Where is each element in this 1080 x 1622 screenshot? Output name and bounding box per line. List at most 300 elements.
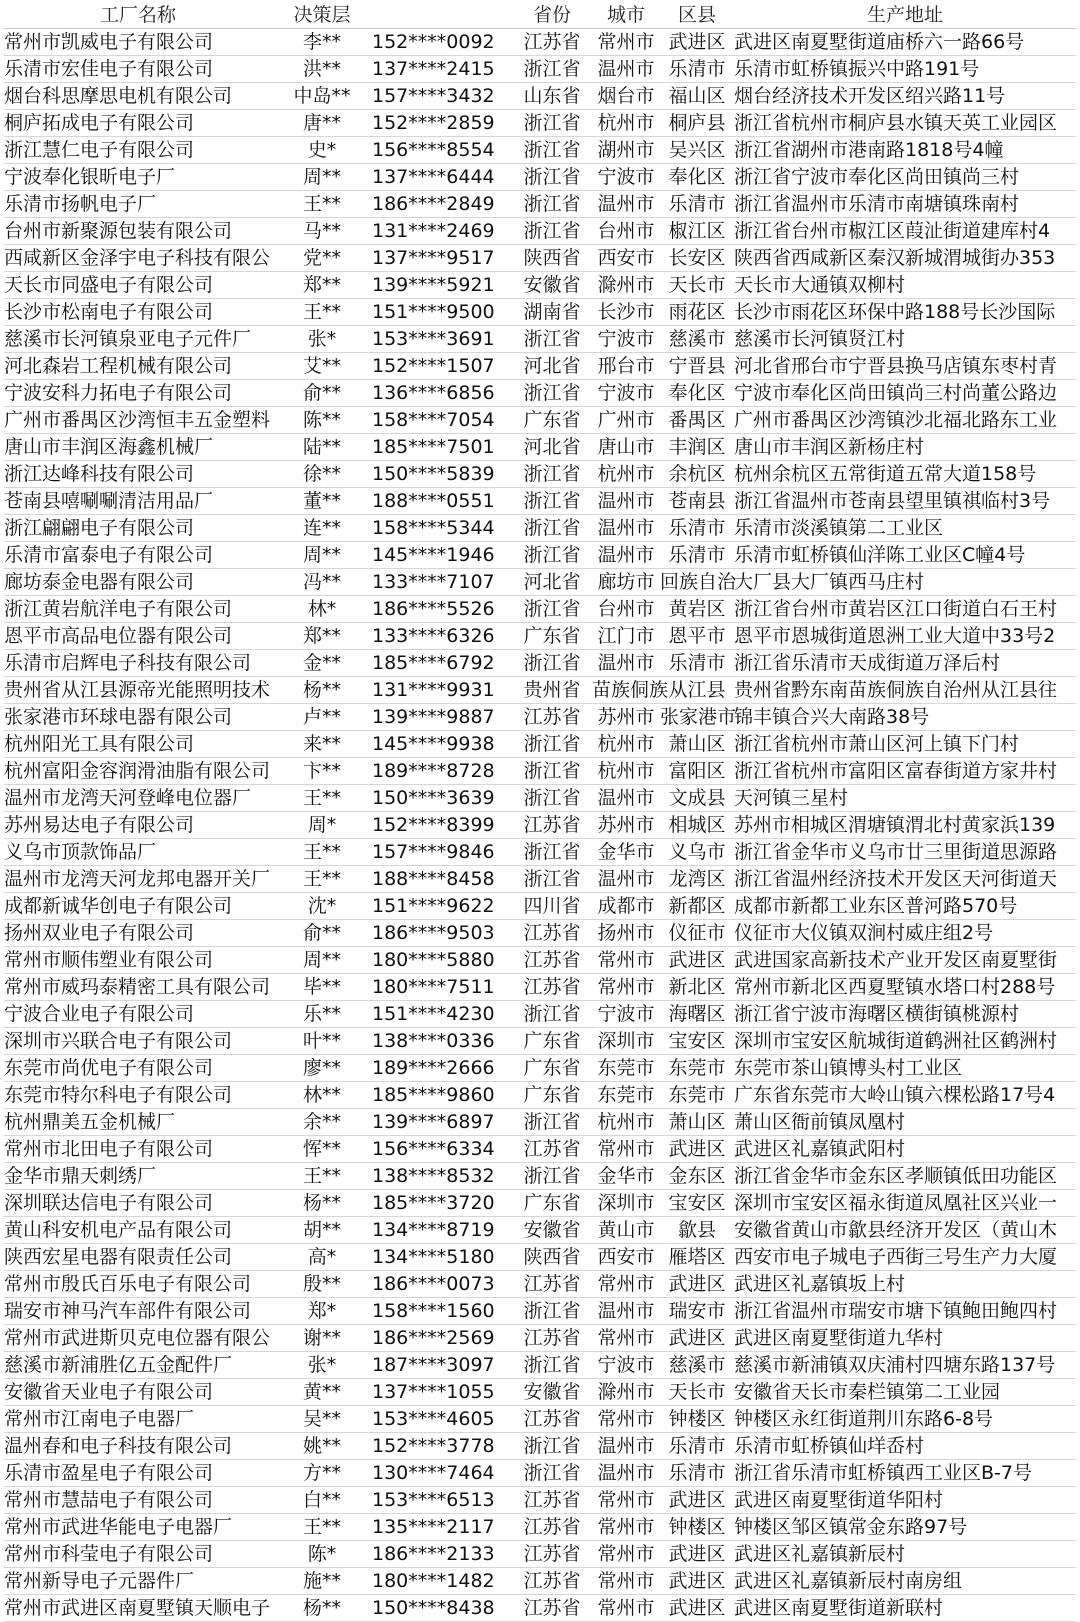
cell-address: 陕西省西咸新区秦汉新城渭城街办353	[734, 245, 1076, 272]
cell-address: 浙江省杭州市萧山区河上镇下门村	[734, 731, 1076, 758]
cell-district: 武进区	[660, 1568, 734, 1595]
cell-phone: 186****9503	[372, 920, 512, 947]
cell-address: 锦丰镇合兴大南路38号	[734, 704, 1076, 731]
cell-district: 回族自治	[660, 569, 734, 596]
cell-phone: 150****8438	[372, 1595, 512, 1622]
factory-table	[4, 2, 1076, 1622]
cell-phone: 131****2469	[372, 218, 512, 245]
cell-province: 浙江省	[512, 1433, 592, 1460]
cell-factory-name: 常州市武进斯贝克电位器有限公	[4, 1325, 272, 1352]
cell-province: 江苏省	[512, 1271, 592, 1298]
table-row	[4, 434, 1076, 461]
cell-factory-name: 安徽省天业电子有限公司	[4, 1379, 272, 1406]
table-row	[4, 1082, 1076, 1109]
cell-province: 浙江省	[512, 326, 592, 353]
cell-decision-maker: 郑**	[272, 623, 372, 650]
cell-decision-maker: 俞**	[272, 920, 372, 947]
cell-address: 天河镇三星村	[734, 785, 1076, 812]
cell-phone: 180****1482	[372, 1568, 512, 1595]
cell-factory-name: 浙江达峰科技有限公司	[4, 461, 272, 488]
cell-city: 深圳市	[592, 1028, 660, 1055]
cell-province: 浙江省	[512, 1298, 592, 1325]
cell-address: 钟楼区邹区镇常金东路97号	[734, 1514, 1076, 1541]
cell-district: 歙县	[660, 1217, 734, 1244]
cell-decision-maker: 周**	[272, 947, 372, 974]
cell-province: 陕西省	[512, 1244, 592, 1271]
cell-decision-maker: 马**	[272, 218, 372, 245]
cell-address: 浙江省金华市金东区孝顺镇低田功能区	[734, 1163, 1076, 1190]
cell-district: 丰润区	[660, 434, 734, 461]
cell-province: 浙江省	[512, 191, 592, 218]
cell-address: 大厂县大厂镇西马庄村	[734, 569, 1076, 596]
cell-decision-maker: 陈*	[272, 1541, 372, 1568]
cell-factory-name: 杭州阳光工具有限公司	[4, 731, 272, 758]
cell-phone: 157****3432	[372, 83, 512, 110]
cell-decision-maker: 王**	[272, 1163, 372, 1190]
cell-province: 四川省	[512, 893, 592, 920]
cell-factory-name: 东莞市特尔科电子有限公司	[4, 1082, 272, 1109]
cell-city: 温州市	[592, 1298, 660, 1325]
cell-province: 浙江省	[512, 218, 592, 245]
cell-decision-maker: 姚**	[272, 1433, 372, 1460]
cell-decision-maker: 叶**	[272, 1028, 372, 1055]
cell-province: 浙江省	[512, 164, 592, 191]
cell-address: 慈溪市长河镇贤江村	[734, 326, 1076, 353]
cell-factory-name: 温州市龙湾天河龙邦电器开关厂	[4, 866, 272, 893]
cell-address: 武进区南夏墅街道新联村	[734, 1595, 1076, 1622]
table-row	[4, 515, 1076, 542]
cell-address: 武进国家高新技术产业开发区南夏墅街	[734, 947, 1076, 974]
cell-factory-name: 乐清市宏佳电子有限公司	[4, 56, 272, 83]
cell-city: 温州市	[592, 1433, 660, 1460]
table-row	[4, 1190, 1076, 1217]
cell-decision-maker: 周*	[272, 812, 372, 839]
cell-address: 浙江省台州市椒江区葭沚街道建库村4	[734, 218, 1076, 245]
header-phone	[372, 2, 512, 29]
cell-province: 江苏省	[512, 1406, 592, 1433]
table-row	[4, 1568, 1076, 1595]
cell-province: 江苏省	[512, 974, 592, 1001]
header-decision-maker: 决策层	[272, 2, 372, 29]
cell-factory-name: 东莞市尚优电子有限公司	[4, 1055, 272, 1082]
cell-phone: 151****4230	[372, 1001, 512, 1028]
cell-address: 浙江省温州市苍南县望里镇祺临村3号	[734, 488, 1076, 515]
cell-province: 江苏省	[512, 920, 592, 947]
cell-decision-maker: 冯**	[272, 569, 372, 596]
cell-factory-name: 乐清市扬帆电子厂	[4, 191, 272, 218]
cell-address: 广州市番禺区沙湾镇沙北福北路东工业	[734, 407, 1076, 434]
cell-factory-name: 金华市鼎天刺绣厂	[4, 1163, 272, 1190]
cell-city: 苏州市	[592, 812, 660, 839]
table-body	[4, 29, 1076, 1622]
cell-province: 浙江省	[512, 1460, 592, 1487]
cell-phone: 136****6856	[372, 380, 512, 407]
cell-phone: 145****9938	[372, 731, 512, 758]
cell-decision-maker: 林*	[272, 596, 372, 623]
cell-factory-name: 长沙市松南电子有限公司	[4, 299, 272, 326]
cell-phone: 189****8728	[372, 758, 512, 785]
cell-decision-maker: 唐**	[272, 110, 372, 137]
cell-address: 仪征市大仪镇双涧村威庄组2号	[734, 920, 1076, 947]
cell-city: 温州市	[592, 488, 660, 515]
cell-address: 贵州省黔东南苗族侗族自治州从江县往	[734, 677, 1076, 704]
cell-factory-name: 宁波奉化银昕电子厂	[4, 164, 272, 191]
header-factory-name: 工厂名称	[4, 2, 272, 29]
cell-decision-maker: 恽**	[272, 1136, 372, 1163]
cell-decision-maker: 王**	[272, 785, 372, 812]
cell-city: 常州市	[592, 1514, 660, 1541]
header-city: 城市	[592, 2, 660, 29]
cell-district: 宝安区	[660, 1028, 734, 1055]
cell-factory-name: 常州市凯威电子有限公司	[4, 29, 272, 56]
cell-address: 浙江省台州市黄岩区江口街道白石王村	[734, 596, 1076, 623]
cell-phone: 150****5839	[372, 461, 512, 488]
table-row	[4, 812, 1076, 839]
cell-factory-name: 廊坊泰金电器有限公司	[4, 569, 272, 596]
cell-factory-name: 慈溪市长河镇泉亚电子元件厂	[4, 326, 272, 353]
cell-district: 雁塔区	[660, 1244, 734, 1271]
cell-decision-maker: 郑*	[272, 1298, 372, 1325]
cell-district: 桐庐县	[660, 110, 734, 137]
table-row	[4, 839, 1076, 866]
cell-district: 奉化区	[660, 380, 734, 407]
cell-decision-maker: 殷**	[272, 1271, 372, 1298]
table-row	[4, 974, 1076, 1001]
header-row	[4, 2, 1076, 29]
cell-city: 东莞市	[592, 1055, 660, 1082]
table-row	[4, 56, 1076, 83]
table-row	[4, 272, 1076, 299]
table-row	[4, 1325, 1076, 1352]
cell-phone: 152****0092	[372, 29, 512, 56]
cell-province: 浙江省	[512, 839, 592, 866]
cell-phone: 134****8719	[372, 1217, 512, 1244]
cell-phone: 133****6326	[372, 623, 512, 650]
cell-province: 浙江省	[512, 1163, 592, 1190]
cell-district: 乐清市	[660, 515, 734, 542]
cell-city: 常州市	[592, 1568, 660, 1595]
table-row	[4, 1163, 1076, 1190]
cell-district: 慈溪市	[660, 1352, 734, 1379]
cell-phone: 158****1560	[372, 1298, 512, 1325]
cell-district: 武进区	[660, 1271, 734, 1298]
cell-phone: 152****3778	[372, 1433, 512, 1460]
cell-factory-name: 唐山市丰润区海鑫机械厂	[4, 434, 272, 461]
cell-phone: 130****7464	[372, 1460, 512, 1487]
cell-phone: 138****8532	[372, 1163, 512, 1190]
cell-address: 恩平市恩城街道恩洲工业大道中33号2	[734, 623, 1076, 650]
cell-address: 萧山区衙前镇凤凰村	[734, 1109, 1076, 1136]
cell-district: 海曙区	[660, 1001, 734, 1028]
cell-decision-maker: 洪**	[272, 56, 372, 83]
cell-province: 广东省	[512, 1028, 592, 1055]
cell-city: 苏州市	[592, 704, 660, 731]
cell-decision-maker: 杨**	[272, 1595, 372, 1622]
cell-phone: 139****5921	[372, 272, 512, 299]
cell-decision-maker: 周**	[272, 542, 372, 569]
cell-phone: 133****7107	[372, 569, 512, 596]
table-row	[4, 650, 1076, 677]
cell-district: 宝安区	[660, 1190, 734, 1217]
cell-phone: 186****5526	[372, 596, 512, 623]
cell-phone: 152****1507	[372, 353, 512, 380]
cell-province: 江苏省	[512, 1514, 592, 1541]
cell-city: 温州市	[592, 56, 660, 83]
cell-province: 广东省	[512, 1055, 592, 1082]
cell-district: 余杭区	[660, 461, 734, 488]
cell-factory-name: 扬州双业电子有限公司	[4, 920, 272, 947]
table-row	[4, 1541, 1076, 1568]
cell-factory-name: 烟台科思摩思电机有限公司	[4, 83, 272, 110]
cell-phone: 180****5880	[372, 947, 512, 974]
cell-decision-maker: 史*	[272, 137, 372, 164]
cell-decision-maker: 王**	[272, 299, 372, 326]
cell-address: 武进区南夏墅街道九华村	[734, 1325, 1076, 1352]
cell-city: 温州市	[592, 191, 660, 218]
cell-factory-name: 贵州省从江县源帝光能照明技术	[4, 677, 272, 704]
cell-decision-maker: 王**	[272, 866, 372, 893]
cell-phone: 137****1055	[372, 1379, 512, 1406]
cell-district: 武进区	[660, 1325, 734, 1352]
cell-factory-name: 黄山科安机电产品有限公司	[4, 1217, 272, 1244]
cell-phone: 135****2117	[372, 1514, 512, 1541]
cell-province: 浙江省	[512, 515, 592, 542]
cell-address: 武进区礼嘉镇新辰村	[734, 1541, 1076, 1568]
cell-decision-maker: 艾**	[272, 353, 372, 380]
cell-district: 张家港市	[660, 704, 734, 731]
cell-factory-name: 河北森岩工程机械有限公司	[4, 353, 272, 380]
cell-district: 萧山区	[660, 731, 734, 758]
table-row	[4, 353, 1076, 380]
table-row	[4, 1055, 1076, 1082]
cell-decision-maker: 高*	[272, 1244, 372, 1271]
cell-decision-maker: 卞**	[272, 758, 372, 785]
table-row	[4, 164, 1076, 191]
cell-phone: 156****6334	[372, 1136, 512, 1163]
cell-decision-maker: 来**	[272, 731, 372, 758]
cell-city: 滁州市	[592, 1379, 660, 1406]
table-header	[4, 2, 1076, 29]
cell-phone: 151****9500	[372, 299, 512, 326]
cell-address: 钟楼区永红街道荆川东路6-8号	[734, 1406, 1076, 1433]
table-row	[4, 461, 1076, 488]
cell-province: 江苏省	[512, 1487, 592, 1514]
cell-province: 江苏省	[512, 1325, 592, 1352]
cell-city: 苗族侗族	[592, 677, 660, 704]
cell-phone: 185****9860	[372, 1082, 512, 1109]
table-row	[4, 704, 1076, 731]
cell-decision-maker: 张*	[272, 326, 372, 353]
header-district: 区县	[660, 2, 734, 29]
cell-province: 浙江省	[512, 56, 592, 83]
cell-province: 浙江省	[512, 461, 592, 488]
table-row	[4, 218, 1076, 245]
cell-city: 常州市	[592, 1541, 660, 1568]
cell-address: 深圳市宝安区福永街道凤凰社区兴业一	[734, 1190, 1076, 1217]
table-row	[4, 1406, 1076, 1433]
cell-city: 金华市	[592, 1163, 660, 1190]
cell-district: 武进区	[660, 1595, 734, 1622]
cell-province: 浙江省	[512, 1001, 592, 1028]
cell-address: 浙江省宁波市海曙区横街镇桃源村	[734, 1001, 1076, 1028]
header-address: 生产地址	[734, 2, 1076, 29]
cell-factory-name: 常州市江南电子电器厂	[4, 1406, 272, 1433]
cell-factory-name: 陕西宏星电器有限责任公司	[4, 1244, 272, 1271]
cell-district: 武进区	[660, 947, 734, 974]
cell-district: 武进区	[660, 1136, 734, 1163]
table-row	[4, 137, 1076, 164]
table-row	[4, 596, 1076, 623]
table-row	[4, 893, 1076, 920]
cell-district: 福山区	[660, 83, 734, 110]
cell-province: 陕西省	[512, 245, 592, 272]
cell-decision-maker: 连**	[272, 515, 372, 542]
cell-phone: 188****0551	[372, 488, 512, 515]
table-row	[4, 1487, 1076, 1514]
cell-address: 浙江省湖州市港南路1818号4幢	[734, 137, 1076, 164]
cell-decision-maker: 王**	[272, 191, 372, 218]
cell-phone: 137****6444	[372, 164, 512, 191]
cell-factory-name: 张家港市环球电器有限公司	[4, 704, 272, 731]
cell-factory-name: 常州市武进华能电子电器厂	[4, 1514, 272, 1541]
cell-decision-maker: 陈**	[272, 407, 372, 434]
cell-district: 龙湾区	[660, 866, 734, 893]
cell-province: 河北省	[512, 569, 592, 596]
cell-address: 慈溪市新浦镇双庆浦村四塘东路137号	[734, 1352, 1076, 1379]
cell-decision-maker: 施**	[272, 1568, 372, 1595]
cell-factory-name: 慈溪市新浦胜亿五金配件厂	[4, 1352, 272, 1379]
cell-district: 乐清市	[660, 542, 734, 569]
cell-factory-name: 恩平市高品电位器有限公司	[4, 623, 272, 650]
cell-province: 浙江省	[512, 596, 592, 623]
table-row	[4, 677, 1076, 704]
table-row	[4, 569, 1076, 596]
cell-city: 滁州市	[592, 272, 660, 299]
cell-factory-name: 常州新导电子元器件厂	[4, 1568, 272, 1595]
cell-phone: 152****8399	[372, 812, 512, 839]
table-row	[4, 191, 1076, 218]
cell-district: 富阳区	[660, 758, 734, 785]
cell-district: 武进区	[660, 1541, 734, 1568]
cell-province: 江苏省	[512, 1541, 592, 1568]
cell-district: 相城区	[660, 812, 734, 839]
cell-province: 江苏省	[512, 1595, 592, 1622]
cell-city: 温州市	[592, 1460, 660, 1487]
cell-district: 东莞市	[660, 1082, 734, 1109]
cell-decision-maker: 徐**	[272, 461, 372, 488]
cell-factory-name: 宁波安科力拓电子有限公司	[4, 380, 272, 407]
cell-city: 常州市	[592, 947, 660, 974]
cell-district: 奉化区	[660, 164, 734, 191]
cell-district: 钟楼区	[660, 1514, 734, 1541]
cell-address: 浙江省金华市义乌市廿三里街道思源路	[734, 839, 1076, 866]
cell-factory-name: 浙江翩翩电子有限公司	[4, 515, 272, 542]
cell-address: 浙江省温州市瑞安市塘下镇鲍田鲍四村	[734, 1298, 1076, 1325]
cell-city: 常州市	[592, 1136, 660, 1163]
cell-factory-name: 常州市武进区南夏墅镇天顺电子	[4, 1595, 272, 1622]
cell-province: 湖南省	[512, 299, 592, 326]
cell-district: 义乌市	[660, 839, 734, 866]
cell-district: 雨花区	[660, 299, 734, 326]
cell-city: 西安市	[592, 1244, 660, 1271]
cell-address: 浙江省乐清市虹桥镇西工业区B-7号	[734, 1460, 1076, 1487]
cell-city: 东莞市	[592, 1082, 660, 1109]
cell-city: 宁波市	[592, 380, 660, 407]
table-row	[4, 758, 1076, 785]
cell-city: 杭州市	[592, 461, 660, 488]
cell-city: 常州市	[592, 1595, 660, 1622]
cell-district: 天长市	[660, 272, 734, 299]
table-row	[4, 542, 1076, 569]
cell-city: 宁波市	[592, 164, 660, 191]
cell-city: 温州市	[592, 785, 660, 812]
cell-district: 新都区	[660, 893, 734, 920]
cell-phone: 185****7501	[372, 434, 512, 461]
table-row	[4, 866, 1076, 893]
cell-factory-name: 常州市北田电子有限公司	[4, 1136, 272, 1163]
cell-address: 成都市新都工业东区普河路570号	[734, 893, 1076, 920]
cell-address: 宁波市奉化区尚田镇尚三村尚董公路边	[734, 380, 1076, 407]
cell-district: 乐清市	[660, 650, 734, 677]
cell-address: 武进区南夏墅街道庙桥六一路66号	[734, 29, 1076, 56]
cell-phone: 151****9622	[372, 893, 512, 920]
table-row	[4, 407, 1076, 434]
cell-city: 杭州市	[592, 1109, 660, 1136]
table-row	[4, 380, 1076, 407]
cell-district: 萧山区	[660, 1109, 734, 1136]
cell-factory-name: 天长市同盛电子有限公司	[4, 272, 272, 299]
cell-factory-name: 浙江黄岩航洋电子有限公司	[4, 596, 272, 623]
cell-district: 金东区	[660, 1163, 734, 1190]
cell-district: 乐清市	[660, 1460, 734, 1487]
cell-decision-maker: 谢**	[272, 1325, 372, 1352]
cell-city: 宁波市	[592, 1352, 660, 1379]
cell-decision-maker: 王**	[272, 839, 372, 866]
cell-phone: 186****2569	[372, 1325, 512, 1352]
cell-phone: 187****3097	[372, 1352, 512, 1379]
cell-district: 恩平市	[660, 623, 734, 650]
table-row	[4, 623, 1076, 650]
cell-province: 浙江省	[512, 488, 592, 515]
cell-address: 浙江省乐清市天成街道万泽后村	[734, 650, 1076, 677]
cell-province: 广东省	[512, 407, 592, 434]
cell-district: 番禺区	[660, 407, 734, 434]
cell-city: 温州市	[592, 650, 660, 677]
cell-factory-name: 广州市番禺区沙湾恒丰五金塑料	[4, 407, 272, 434]
cell-province: 浙江省	[512, 866, 592, 893]
cell-address: 常州市新北区西夏墅镇水塔口村288号	[734, 974, 1076, 1001]
cell-district: 文成县	[660, 785, 734, 812]
cell-district: 吴兴区	[660, 137, 734, 164]
cell-address: 浙江省宁波市奉化区尚田镇尚三村	[734, 164, 1076, 191]
cell-decision-maker: 毕**	[272, 974, 372, 1001]
cell-address: 武进区礼嘉镇坂上村	[734, 1271, 1076, 1298]
cell-city: 唐山市	[592, 434, 660, 461]
cell-district: 东莞市	[660, 1055, 734, 1082]
table-row	[4, 1460, 1076, 1487]
cell-factory-name: 瑞安市神马汽车部件有限公司	[4, 1298, 272, 1325]
table-row	[4, 1595, 1076, 1622]
cell-city: 江门市	[592, 623, 660, 650]
cell-district: 乐清市	[660, 1433, 734, 1460]
cell-city: 温州市	[592, 866, 660, 893]
cell-province: 江苏省	[512, 812, 592, 839]
cell-factory-name: 常州市顺伟塑业有限公司	[4, 947, 272, 974]
cell-decision-maker: 陆**	[272, 434, 372, 461]
cell-city: 杭州市	[592, 110, 660, 137]
cell-city: 成都市	[592, 893, 660, 920]
cell-province: 江苏省	[512, 29, 592, 56]
